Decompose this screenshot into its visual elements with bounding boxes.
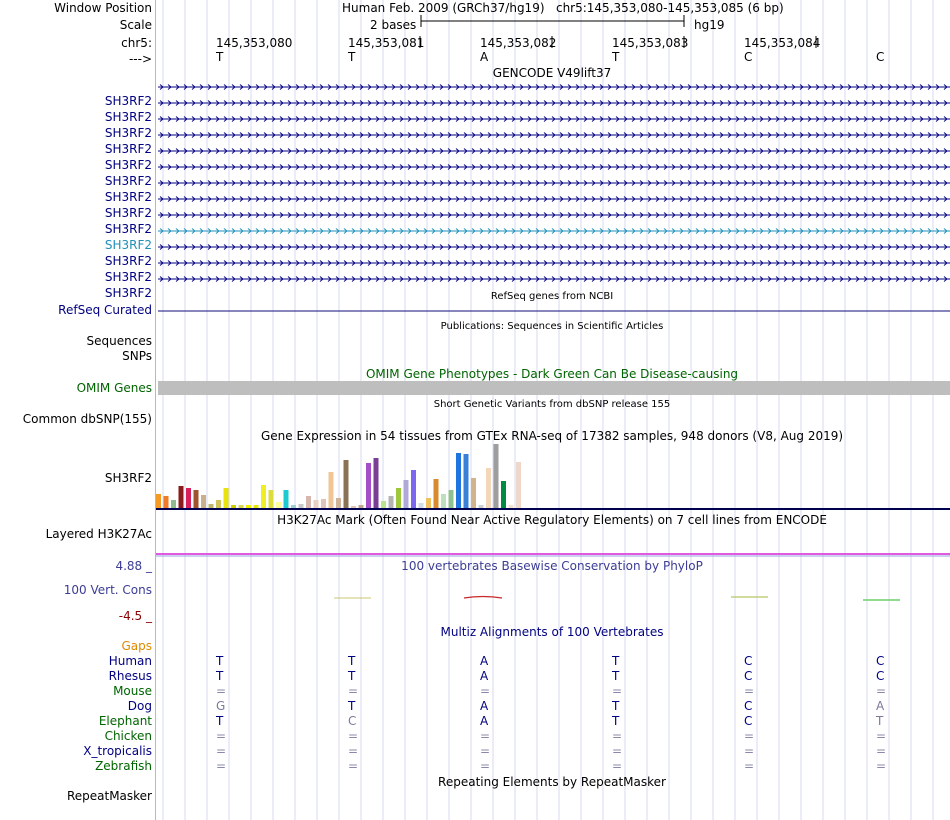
alignment-base: C <box>744 654 753 668</box>
alignment-base: = <box>876 744 887 758</box>
alignment-base: = <box>876 684 887 698</box>
gencode-track-label[interactable]: SH3RF2 <box>104 142 152 156</box>
h3k27ac-title: H3K27Ac Mark (Often Found Near Active Regulatory Elements) on 7 cell lines from ENCODE <box>277 513 827 527</box>
alignment-base: A <box>480 669 489 683</box>
gtex-bar <box>486 468 491 508</box>
refseq-track-label[interactable]: RefSeq Curated <box>58 303 152 317</box>
alignment-base: = <box>612 744 623 758</box>
species-label[interactable]: Zebrafish <box>95 759 152 773</box>
gencode-track-label-highlighted[interactable]: SH3RF2 <box>104 238 152 252</box>
alignment-base: T <box>216 714 224 728</box>
gtex-bar <box>516 462 521 508</box>
gtex-bar <box>164 496 169 508</box>
gtex-bar <box>464 454 469 508</box>
alignment-base: C <box>876 654 885 668</box>
reference-base: T <box>216 50 224 64</box>
dbsnp-track-label[interactable]: Common dbSNP(155) <box>22 412 152 426</box>
alignment-base: = <box>612 729 623 743</box>
gtex-title: Gene Expression in 54 tissues from GTEx RNA-seq of 17382 samples, 948 donors (V8, Aug 2019) <box>260 429 844 443</box>
gencode-transcript <box>158 149 950 154</box>
gencode-track-label[interactable]: SH3RF2 <box>104 286 152 300</box>
gencode-track-label[interactable]: SH3RF2 <box>104 94 152 108</box>
alignment-row-rhesus <box>156 669 950 683</box>
reference-base: T <box>348 50 356 64</box>
alignment-base: = <box>876 729 887 743</box>
gtex-bar <box>276 502 281 508</box>
alignment-base: T <box>612 699 620 713</box>
gaps-track-label[interactable]: Gaps <box>121 639 152 653</box>
gtex-bar <box>306 496 311 508</box>
chrom-label: chr5: <box>121 36 152 50</box>
alignment-base: T <box>348 669 356 683</box>
alignment-base: = <box>216 744 227 758</box>
track-label-column <box>0 0 155 820</box>
alignment-row-xtropicalis <box>156 744 950 758</box>
gtex-bar <box>344 460 349 508</box>
alignment-base: = <box>348 729 359 743</box>
alignment-row-dog <box>156 699 950 713</box>
omim-gene-bar <box>158 381 950 395</box>
gtex-bar <box>179 486 184 508</box>
gtex-bar <box>479 505 484 508</box>
position-text: chr5:145,353,080-145,353,085 (6 bp) <box>555 1 784 15</box>
gtex-bar <box>156 494 161 508</box>
gencode-track-label[interactable]: SH3RF2 <box>104 270 152 284</box>
gtex-bar <box>291 505 296 508</box>
gencode-transcript <box>158 197 950 202</box>
alignment-base: G <box>216 699 226 713</box>
sequences-track-label[interactable]: Sequences <box>86 334 152 348</box>
gencode-track-label[interactable]: SH3RF2 <box>104 254 152 268</box>
alignment-row-elephant <box>156 714 950 728</box>
alignment-base: T <box>876 714 884 728</box>
species-label[interactable]: Rhesus <box>108 669 152 683</box>
alignment-base: C <box>744 714 753 728</box>
alignment-row-zebrafish <box>156 759 950 773</box>
gtex-bar <box>381 501 386 508</box>
gtex-bar <box>351 506 356 508</box>
phylop-min-label: -4.5 _ <box>118 609 152 623</box>
gtex-bar <box>456 453 461 508</box>
alignment-base: C <box>876 669 885 683</box>
gencode-transcript <box>158 165 950 170</box>
phylop-title: 100 vertebrates Basewise Conservation by PhyloP <box>401 559 703 573</box>
multiz-title: Multiz Alignments of 100 Vertebrates <box>440 625 664 639</box>
h3k27ac-track-label[interactable]: Layered H3K27Ac <box>45 527 152 541</box>
alignment-base: = <box>612 759 623 773</box>
scale-db: hg19 <box>694 18 725 32</box>
alignment-base: = <box>876 759 887 773</box>
alignment-base: A <box>480 714 489 728</box>
phylop-signal <box>334 597 900 601</box>
phylop-mark <box>464 597 502 599</box>
gencode-transcript <box>158 117 950 122</box>
reference-base: A <box>480 50 489 64</box>
alignment-base: = <box>348 759 359 773</box>
gtex-bar <box>224 488 229 508</box>
reference-base: T <box>612 50 620 64</box>
gencode-track-label[interactable]: SH3RF2 <box>104 222 152 236</box>
alignment-base: T <box>348 699 356 713</box>
coord-label: 145,353,081 <box>348 36 425 50</box>
gtex-bar <box>239 505 244 508</box>
gtex-bar <box>261 485 266 508</box>
alignment-base: = <box>216 759 227 773</box>
gtex-bar <box>329 472 334 508</box>
window-position-label: Window Position <box>54 1 152 15</box>
alignment-base: C <box>348 714 357 728</box>
gtex-bar <box>501 481 506 508</box>
alignment-base: = <box>744 684 755 698</box>
coord-label: 145,353,080 <box>216 36 293 50</box>
gtex-bar <box>389 496 394 508</box>
gtex-bar <box>426 498 431 508</box>
coord-label: 145,353,084 <box>744 36 821 50</box>
alignment-base: C <box>744 669 753 683</box>
species-label[interactable]: Mouse <box>113 684 152 698</box>
alignment-base: T <box>612 669 620 683</box>
alignment-base: A <box>876 699 885 713</box>
gtex-bar <box>374 458 379 508</box>
publications-title: Publications: Sequences in Scientific Articles <box>440 321 664 332</box>
gencode-transcript <box>158 101 950 106</box>
reference-base: C <box>744 50 753 64</box>
alignment-base: = <box>612 684 623 698</box>
gtex-track-label[interactable]: SH3RF2 <box>104 471 152 485</box>
alignment-row-chicken <box>156 729 950 743</box>
gencode-transcript <box>158 85 950 90</box>
gtex-bar <box>284 490 289 508</box>
alignment-base: = <box>480 729 491 743</box>
alignment-base: T <box>612 714 620 728</box>
repeatmasker-track-label[interactable]: RepeatMasker <box>66 789 152 803</box>
dbsnp-title: Short Genetic Variants from dbSNP release 155 <box>433 399 671 410</box>
phylop-max-label: 4.88 _ <box>115 559 152 573</box>
alignment-base: = <box>480 684 491 698</box>
snps-track-label[interactable]: SNPs <box>122 349 152 363</box>
gtex-bar <box>254 505 259 508</box>
gtex-bar <box>471 478 476 508</box>
alignment-base: = <box>348 744 359 758</box>
gtex-bar <box>171 500 176 508</box>
gtex-bar <box>441 494 446 508</box>
gtex-bar <box>246 505 251 508</box>
gtex-bar <box>216 500 221 508</box>
species-label[interactable]: X_tropicalis <box>83 744 152 758</box>
strand-label: ---> <box>128 52 152 66</box>
gencode-track-label[interactable]: SH3RF2 <box>104 190 152 204</box>
gencode-transcript <box>158 133 950 138</box>
refseq-title: RefSeq genes from NCBI <box>490 291 614 302</box>
phylop-track-label[interactable]: 100 Vert. Cons <box>63 583 152 597</box>
gtex-bar <box>336 498 341 508</box>
alignment-base: = <box>744 759 755 773</box>
alignment-base: T <box>348 654 356 668</box>
assembly-title: Human Feb. 2009 (GRCh37/hg19) chr5:145,353,080-145,353,085 (6 bp) <box>342 1 784 15</box>
gtex-bar <box>269 490 274 508</box>
gencode-transcript <box>158 245 950 250</box>
gencode-transcript <box>158 229 950 234</box>
gtex-bar <box>209 504 214 508</box>
gtex-bar <box>419 503 424 508</box>
gtex-bar <box>321 499 326 508</box>
species-label[interactable]: Elephant <box>98 714 152 728</box>
gtex-bar <box>314 500 319 508</box>
gtex-bar <box>434 479 439 508</box>
reference-base: C <box>876 50 885 64</box>
alignment-base: = <box>216 684 227 698</box>
scale-label: Scale <box>119 18 152 32</box>
gtex-bar <box>411 470 416 508</box>
gencode-track-label[interactable]: SH3RF2 <box>104 110 152 124</box>
gtex-bar <box>494 444 499 508</box>
species-label[interactable]: Chicken <box>104 729 152 743</box>
alignment-base: T <box>216 654 224 668</box>
alignment-base: A <box>480 699 489 713</box>
gtex-bar <box>299 504 304 508</box>
gencode-transcript <box>158 261 950 266</box>
omim-title: OMIM Gene Phenotypes - Dark Green Can Be Disease-causing <box>365 367 739 381</box>
gtex-bar <box>186 488 191 508</box>
scale-bar <box>421 15 684 27</box>
gtex-bar <box>231 505 236 508</box>
coord-label: 145,353,083 <box>612 36 689 50</box>
alignment-base: = <box>216 729 227 743</box>
gtex-bar <box>359 505 364 508</box>
gencode-gene-lines <box>158 85 950 282</box>
alignment-base: = <box>744 744 755 758</box>
alignment-base: T <box>612 654 620 668</box>
alignment-base: = <box>480 759 491 773</box>
gtex-bar <box>509 505 514 508</box>
alignment-base: = <box>348 684 359 698</box>
species-label[interactable]: Dog <box>127 699 152 713</box>
omim-track-label[interactable]: OMIM Genes <box>76 381 152 395</box>
repeatmasker-title: Repeating Elements by RepeatMasker <box>438 775 666 789</box>
gencode-track-label[interactable]: SH3RF2 <box>104 158 152 172</box>
gtex-bar <box>366 463 371 508</box>
gtex-bar <box>404 480 409 508</box>
gtex-bar <box>449 490 454 508</box>
alignment-row-mouse <box>156 684 950 698</box>
gtex-bar <box>194 490 199 508</box>
gtex-bar <box>396 488 401 508</box>
species-label[interactable]: Human <box>108 654 152 668</box>
alignment-base: = <box>480 744 491 758</box>
alignment-base: A <box>480 654 489 668</box>
alignment-base: T <box>216 669 224 683</box>
track-area[interactable] <box>156 0 950 820</box>
coord-label: 145,353,082 <box>480 36 557 50</box>
alignment-row-human <box>156 654 950 668</box>
gencode-transcript <box>158 181 950 186</box>
gencode-transcript <box>158 213 950 218</box>
gencode-track-label[interactable]: SH3RF2 <box>104 126 152 140</box>
gencode-track-label[interactable]: SH3RF2 <box>104 206 152 220</box>
alignment-base: C <box>744 699 753 713</box>
alignment-base: = <box>744 729 755 743</box>
gencode-title: GENCODE V49lift37 <box>492 66 612 80</box>
gencode-transcript <box>158 277 950 282</box>
gtex-bar <box>201 495 206 508</box>
gencode-track-label[interactable]: SH3RF2 <box>104 174 152 188</box>
scale-text: 2 bases <box>370 18 417 32</box>
